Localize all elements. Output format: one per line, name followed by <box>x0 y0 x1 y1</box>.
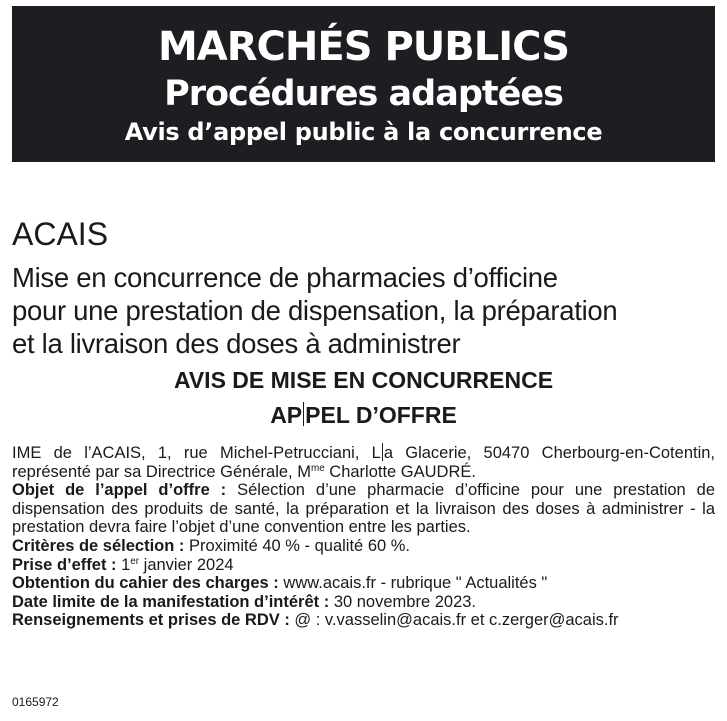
prise-label: Prise d’effet : <box>12 555 117 574</box>
text-cursor <box>303 402 304 426</box>
objet-text: Sélection d’une pharmacie d’officine pour une prestation de dispensation des produits de santé, la préparation et la livraison des doses à administrer - la prestation devra faire l’objet d’une convention entre les parties. <box>12 481 715 537</box>
cahier-label: Obtention du cahier des charges : <box>12 574 279 593</box>
intro-superscript: me <box>310 462 325 474</box>
cahier-paragraph <box>12 574 715 593</box>
intro-text-2: a Glacerie, 50470 Cherbourg-en-Cotentin, représenté par sa Directrice Générale, M <box>12 444 716 481</box>
date-label: Date limite de la manifestation d’intérêt : <box>12 592 330 611</box>
prise-superscript: er <box>130 555 140 567</box>
date-text: 30 novembre 2023. <box>329 592 477 611</box>
rdv-paragraph <box>12 611 715 630</box>
notice-subtitle <box>0 400 727 430</box>
date-paragraph <box>12 593 715 612</box>
objet-paragraph <box>12 481 715 537</box>
cahier-text: www.acais.fr - rubrique " Actualités " <box>278 574 548 593</box>
prise-text-2: janvier 2024 <box>139 555 234 574</box>
organization-name: ACAIS <box>12 216 109 252</box>
header-subtitle: Procédures adaptées <box>164 74 563 114</box>
criteres-text: Proximité 40 % - qualité 60 %. <box>184 536 411 555</box>
criteres-label: Critères de sélection : <box>12 536 185 555</box>
notice-body <box>12 443 715 630</box>
header-band <box>12 6 715 162</box>
notice-subject <box>12 261 718 360</box>
header-title: MARCHÉS PUBLICS <box>157 24 569 70</box>
text-cursor-2 <box>382 443 383 461</box>
subject-line-2: pour une prestation de dispensation, la préparation <box>12 295 618 326</box>
notice-subtitle-part2: PEL D’OFFRE <box>305 402 457 428</box>
reference-number: 0165972 <box>12 695 59 709</box>
prise-text-1: 1 <box>116 555 131 574</box>
intro-paragraph <box>12 443 715 481</box>
subject-line-3: et la livraison des doses à administrer <box>12 328 461 359</box>
intro-text-1: IME de l’ACAIS, 1, rue Michel-Petrucciani, L <box>12 444 381 462</box>
notice-title: AVIS DE MISE EN CONCURRENCE <box>173 367 554 393</box>
header-tagline: Avis d’appel public à la concurrence <box>124 118 603 146</box>
rdv-label: Renseignements et prises de RDV : <box>12 611 290 630</box>
criteres-paragraph <box>12 537 715 556</box>
rdv-text: @ : v.vasselin@acais.fr et c.zerger@acais.fr <box>289 611 619 630</box>
objet-label: Objet de l’appel d’offre : <box>12 481 227 500</box>
intro-text-3: Charlotte GAUDRÉ. <box>324 462 476 481</box>
prise-paragraph <box>12 556 715 575</box>
notice-subtitle-part1: AP <box>270 402 303 428</box>
subject-line-1: Mise en concurrence de pharmacies d’officine <box>12 262 558 293</box>
